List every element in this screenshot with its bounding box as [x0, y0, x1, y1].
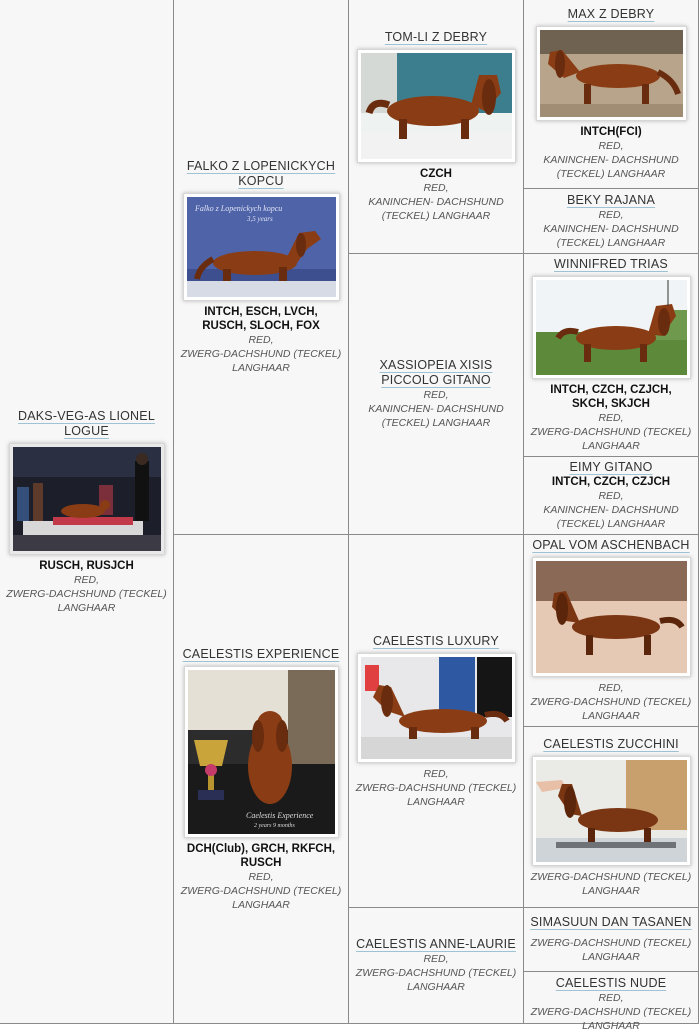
- dog-color: RED,: [598, 490, 624, 502]
- photo-caption-secondary: 2 years 9 months: [253, 822, 295, 829]
- dog-name-link[interactable]: TOM-LI Z DEBRY: [384, 30, 488, 44]
- photo-caption: Caelestis Experience: [245, 810, 313, 820]
- dog-breed: ZWERG-DACHSHUND (TECKEL) LANGHAAR: [180, 884, 342, 911]
- dog-titles: RUSCH, RUSJCH: [39, 559, 134, 572]
- dog-color: RED,: [598, 140, 624, 152]
- dog-breed: ZWERG-DACHSHUND (TECKEL) LANGHAAR: [530, 696, 692, 722]
- dog-breed: ZWERG-DACHSHUND (TECKEL) LANGHAAR: [355, 967, 517, 993]
- dog-photo[interactable]: [357, 49, 516, 163]
- pedigree-great-grandparent-cell: [524, 457, 699, 535]
- dog-breed: ZWERG-DACHSHUND (TECKEL) LANGHAAR: [355, 781, 517, 808]
- pedigree-subject-cell: [0, 0, 174, 1024]
- dog-photo[interactable]: [536, 26, 687, 121]
- dog-breed: ZWERG-DACHSHUND (TECKEL) LANGHAAR: [530, 870, 692, 897]
- dog-color: RED,: [598, 208, 624, 221]
- dog-color: RED,: [598, 412, 624, 424]
- dog-photo[interactable]: [184, 666, 339, 838]
- dog-name-link[interactable]: CAELESTIS NUDE: [555, 976, 667, 990]
- dog-color: RED,: [598, 992, 624, 1004]
- dog-color: RED,: [73, 573, 100, 586]
- dog-photo[interactable]: [532, 557, 691, 677]
- dog-name-link[interactable]: DAKS-VEG-AS LIONEL LOGUE: [18, 408, 155, 438]
- dog-breed: KANINCHEN- DACHSHUND (TECKEL) LANGHAAR: [368, 403, 504, 429]
- pedigree-great-grandparent-cell: [524, 0, 699, 189]
- dog-breed: ZWERG-DACHSHUND (TECKEL) LANGHAAR: [6, 587, 167, 614]
- dog-color: RED,: [423, 767, 449, 780]
- dog-photo[interactable]: [357, 653, 516, 763]
- dog-breed: ZWERG-DACHSHUND (TECKEL) LANGHAAR: [530, 426, 692, 452]
- dog-photo[interactable]: [183, 193, 340, 301]
- pedigree-grandparent-cell: [349, 535, 524, 908]
- pedigree-great-grandparent-cell: [524, 254, 699, 457]
- pedigree-great-grandparent-cell: [524, 727, 699, 908]
- dog-breed: KANINCHEN- DACHSHUND (TECKEL) LANGHAAR: [543, 222, 679, 249]
- dog-photo[interactable]: [532, 756, 691, 866]
- dog-titles: INTCH, ESCH, LVCH, RUSCH, SLOCH, FOX: [202, 306, 320, 332]
- dog-photo[interactable]: [9, 443, 165, 555]
- dog-name-link[interactable]: MAX Z DEBRY: [567, 7, 655, 21]
- dog-photo[interactable]: [532, 276, 691, 379]
- pedigree-grandparent-cell: [349, 254, 524, 535]
- dog-breed: ZWERG-DACHSHUND (TECKEL) LANGHAAR: [180, 348, 342, 374]
- dog-titles: DCH(Club), GRCH, RKFCH, RUSCH: [186, 842, 336, 869]
- pedigree-great-grandparent-cell: [524, 908, 699, 972]
- dog-name-link[interactable]: BEKY RAJANA: [566, 192, 656, 207]
- photo-caption-secondary: 3,5 years: [246, 215, 273, 223]
- dog-name-link[interactable]: CAELESTIS EXPERIENCE: [182, 646, 340, 661]
- dog-name-link[interactable]: SIMASUUN DAN TASANEN: [530, 915, 692, 929]
- dog-titles: CZCH: [420, 168, 452, 180]
- pedigree-dam-cell: [174, 535, 349, 1024]
- dog-color: RED,: [423, 182, 449, 194]
- pedigree-great-grandparent-cell: [524, 972, 699, 1032]
- dog-titles: INTCH, CZCH, CZJCH, SKCH, SKJCH: [550, 384, 672, 410]
- dog-name-link[interactable]: CAELESTIS LUXURY: [373, 633, 499, 648]
- dog-name-link[interactable]: CAELESTIS ZUCCHINI: [543, 736, 679, 751]
- pedigree-great-grandparent-cell: [524, 535, 699, 727]
- dog-color: RED,: [598, 682, 624, 694]
- dog-color: RED,: [248, 334, 274, 346]
- pedigree-grandparent-cell: [349, 0, 524, 254]
- pedigree-grandparent-cell: [349, 908, 524, 1024]
- dog-color: RED,: [248, 870, 274, 883]
- dog-name-link[interactable]: FALKO Z LOPENICKYCH KOPCU: [186, 159, 336, 188]
- dog-name-link[interactable]: CAELESTIS ANNE-LAURIE: [356, 937, 516, 951]
- dog-name-link[interactable]: WINNIFRED TRIAS: [554, 257, 668, 271]
- pedigree-great-grandparent-cell: [524, 189, 699, 254]
- dog-titles: INTCH(FCI): [580, 126, 642, 138]
- dog-breed: ZWERG-DACHSHUND (TECKEL) LANGHAAR: [530, 1006, 692, 1032]
- dog-breed: ZWERG-DACHSHUND (TECKEL) LANGHAAR: [530, 937, 692, 963]
- dog-color: RED,: [423, 953, 449, 965]
- dog-breed: KANINCHEN- DACHSHUND (TECKEL) LANGHAAR: [368, 196, 504, 222]
- dog-name-link[interactable]: EIMY GITANO: [569, 460, 653, 474]
- pedigree-sire-cell: [174, 0, 349, 535]
- dog-breed: KANINCHEN- DACHSHUND (TECKEL) LANGHAAR: [543, 154, 679, 180]
- dog-titles: INTCH, CZCH, CZJCH: [551, 476, 671, 488]
- photo-caption: Falko z Lopenickych kopcu: [194, 204, 282, 213]
- dog-name-link[interactable]: OPAL VOM ASCHENBACH: [532, 538, 690, 552]
- dog-breed: KANINCHEN- DACHSHUND (TECKEL) LANGHAAR: [543, 504, 679, 530]
- dog-color: RED,: [423, 389, 449, 401]
- dog-name-link[interactable]: XASSIOPEIA XISIS PICCOLO GITANO: [379, 358, 493, 387]
